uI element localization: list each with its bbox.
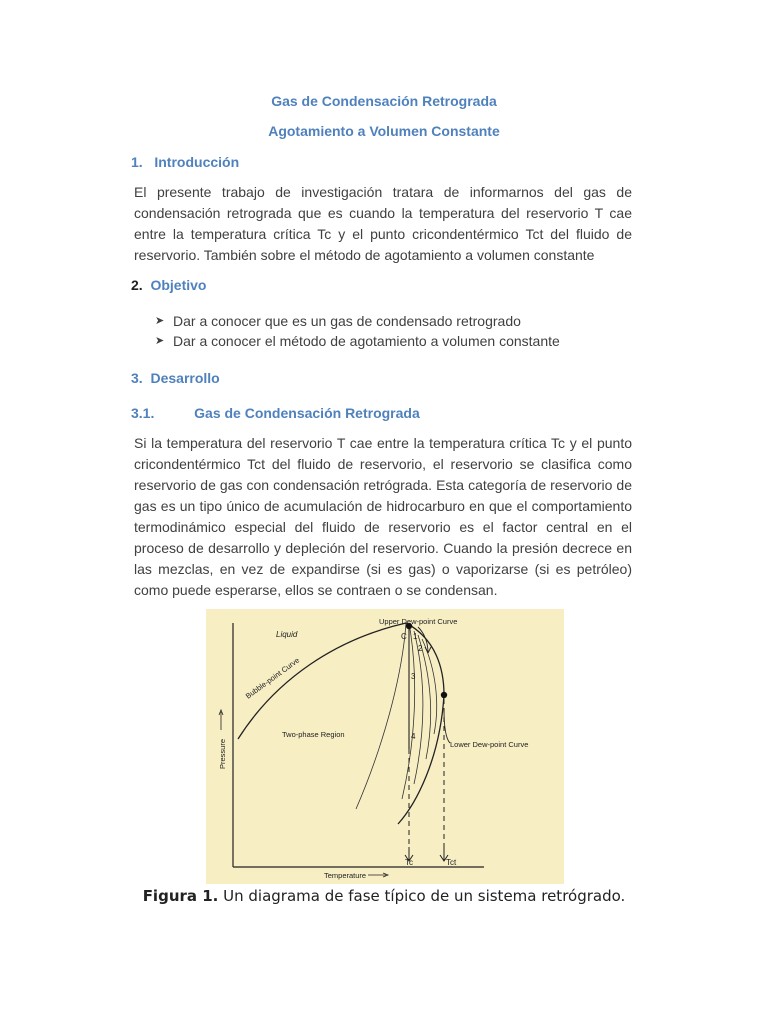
section-1-heading <box>131 154 239 170</box>
tc-label: Tc <box>405 858 413 867</box>
c-label: C <box>401 632 407 641</box>
point-3-label: 3 <box>411 672 416 681</box>
document-title: Gas de Condensación Retrograda <box>271 93 497 109</box>
section-3-heading <box>131 370 220 386</box>
figure-caption <box>0 887 768 905</box>
objective-text: Dar a conocer el método de agotamiento a volumen constante <box>173 333 560 349</box>
arrow-bullet-icon: ➤ <box>155 315 165 327</box>
caption-prefix: Figura 1. <box>142 887 219 905</box>
lower-dew-point-curve <box>398 695 444 824</box>
objective-text: Dar a conocer que es un gas de condensado retrogrado <box>173 313 521 329</box>
intro-paragraph: El presente trabajo de investigación tratara de informarnos del gas de condensación retrograda que es cuando la temperatura del reservorio T cae entre la temperatura crítica Tc y el punto cricondentérmico Tct del fluido de reservorio. También sobre el método de agotamiento a volumen constante <box>134 184 632 263</box>
liquid-label: Liquid <box>276 630 298 639</box>
cricondentherm-point <box>441 692 447 698</box>
arrow-bullet-icon: ➤ <box>155 335 165 347</box>
body-paragraph: Si la temperatura del reservorio T cae entre la temperatura crítica Tc y el punto cricondentérmico Tct del fluido de reservorio, el reservorio se clasifica como reservorio de gas con condensación retrógrada. Esta categoría de reservorio de gas es un tipo único de acumulación de hidrocarburo en que el comportamiento termodinámico especial del fluido de reservorio es el factor central en el proceso de desarrollo y depleción del reservorio. Cuando la presión decrece en las mezclas, en vez de expandirse (si es gas) o vaporizarse (si es petróleo) como puede esperarse, ellos se contraen o se condensan. <box>134 435 632 598</box>
upper-dew-label: Upper Dew-point Curve <box>379 617 458 626</box>
section-3-1-title: Gas de Condensación Retrograda <box>194 405 420 421</box>
phase-diagram <box>206 609 564 884</box>
pressure-axis-label: Pressure <box>218 738 227 769</box>
bubble-curve-label: Bubble-point Curve <box>243 655 302 701</box>
caption-text: Un diagrama de fase típico de un sistema retrógrado. <box>218 887 626 905</box>
section-1-title: Introducción <box>154 154 240 170</box>
section-1-number: 1. <box>131 154 143 170</box>
section-2-title: Objetivo <box>150 277 207 293</box>
two-phase-label: Two-phase Region <box>282 730 345 739</box>
section-3-title: Desarrollo <box>150 370 220 386</box>
section-3-1-heading <box>131 405 420 421</box>
section-2-heading <box>131 277 206 293</box>
phase-diagram-figure <box>206 609 564 884</box>
point-2-label: 2 <box>418 644 423 653</box>
document-subtitle: Agotamiento a Volumen Constante <box>268 123 500 139</box>
objectives-list <box>155 311 560 351</box>
point-4-label: 4 <box>411 732 416 741</box>
section-2-number: 2. <box>131 277 143 293</box>
tct-label: Tct <box>446 858 457 867</box>
list-item <box>155 331 560 351</box>
upper-dew-point-curve <box>406 623 444 695</box>
list-item <box>155 311 560 331</box>
temperature-axis-label: Temperature <box>324 871 367 880</box>
point-1-label: 1 <box>413 632 418 641</box>
section-3-1-number: 3.1. <box>131 405 155 421</box>
section-3-number: 3. <box>131 370 143 386</box>
lower-dew-label: Lower Dew-point Curve <box>450 740 529 749</box>
